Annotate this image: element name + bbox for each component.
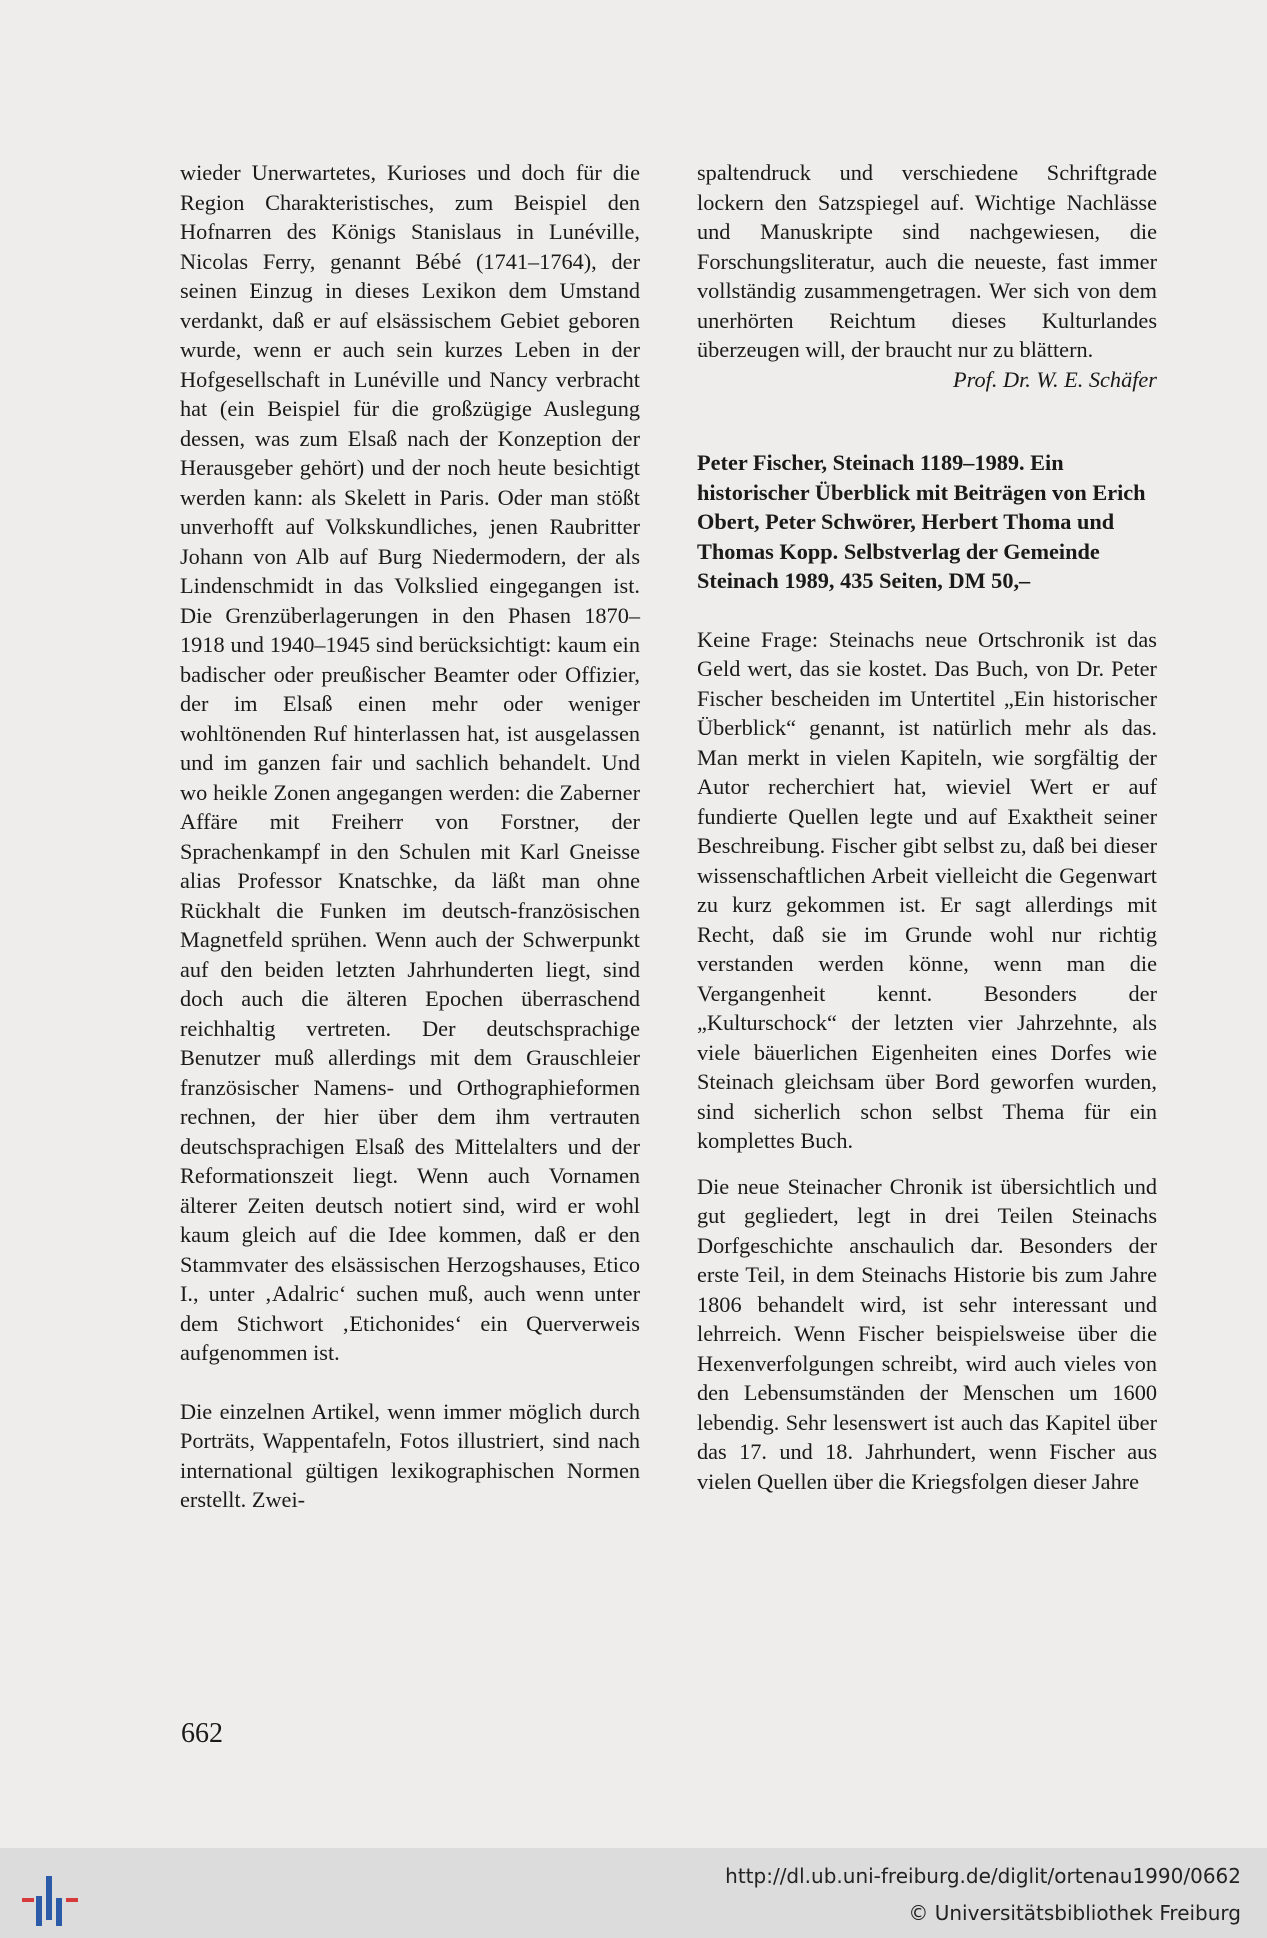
right-paragraph-1: spaltendruck und verschiedene Schriftgrade lockern den Satzspiegel auf. Wichtige Nachlässe und Manuskripte sind nachgewiesen, die Forschungsliteratur, auch die neueste, fast immer vollständig zusammengetragen. Wer sich von dem unerhörten Reichtum dieses Kulturlandes überzeugen will, der braucht nur zu blättern. <box>697 160 1157 362</box>
left-paragraph-2: Die einzelnen Artikel, wenn immer möglich durch Porträts, Wappentafeln, Fotos illustriert, sind nach international gültigen lexikographischen Normen erstellt. Zwei- <box>180 1398 640 1512</box>
left-column <box>180 158 640 1515</box>
ub-freiburg-logo-icon <box>16 1872 82 1928</box>
footer-bar <box>0 1848 1267 1938</box>
page-number: 662 <box>181 1718 223 1749</box>
copyright-notice: © Universitätsbibliothek Freiburg <box>908 1901 1241 1925</box>
right-paragraph-3: Die neue Steinacher Chronik ist übersichtlich und gut gegliedert, legt in drei Teilen Steinachs Dorfgeschichte anschaulich dar. Besonders der erste Teil, in dem Steinachs Historie bis zum Jahre 1806 behandelt wird, ist sehr interessant und lehrreich. Wenn Fischer beispielsweise über die Hexenverfolgungen schreibt, wird auch vieles von den Lebensumständen der Menschen um 1600 lebendig. Sehr lesenswert ist auch das Kapitel über das 17. und 18. Jahrhundert, wenn Fischer aus vielen Quellen über die Kriegsfolgen dieser Jahre <box>697 1173 1157 1494</box>
source-url-link[interactable]: http://dl.ub.uni-freiburg.de/diglit/ortenau1990/0662 <box>725 1864 1241 1888</box>
right-column <box>697 158 1157 1496</box>
right-paragraph-2: Keine Frage: Steinachs neue Ortschronik ist das Geld wert, das sie kostet. Das Buch, von Dr. Peter Fischer bescheiden im Untertitel „Ein historischer Überblick“ genannt, ist natürlich mehr als das. Man merkt in vielen Kapiteln, wie sorgfältig der Autor recherchiert hat, wieviel Wert er auf fundierte Quellen legte und auf Exaktheit seiner Beschreibung. Fischer gibt selbst zu, daß bei dieser wissenschaftlichen Arbeit vielleicht die Gegenwart zu kurz gekommen ist. Er sagt allerdings mit Recht, daß sie im Grunde wohl nur richtig verstanden werden könne, wenn man die Vergangenheit kennt. Besonders der „Kulturschock“ der letzten vier Jahrzehnte, als viele bäuerlichen Eigenheiten eines Dorfes wie Steinach gleichsam über Bord geworfen wurden, sind sicherlich schon selbst Thema für ein komplettes Buch. <box>697 626 1157 1153</box>
left-paragraph-1: wieder Unerwartetes, Kurioses und doch für die Region Charakteristisches, zum Beispiel den Hofnarren des Königs Stanislaus in Lunéville, Nicolas Ferry, genannt Bébé (1741–1764), der seinen Einzug in dieses Lexikon dem Umstand verdankt, daß er auf elsässischem Gebiet geboren wurde, wenn er auch sein kurzes Leben in der Hofgesellschaft in Lunéville und Nancy verbracht hat (ein Beispiel für die großzügige Auslegung dessen, was zum Elsaß nach der Konzeption der Herausgeber gehört) und der noch heute besichtigt werden kann: als Skelett in Paris. Oder man stößt unverhofft auf Volkskundliches, jenen Raubritter Johann von Alb auf Burg Niedermodern, der als Lindenschmidt in das Volkslied eingegangen ist. Die Grenzüberlagerungen in den Phasen 1870–1918 und 1940–1945 sind berücksichtigt: kaum ein badischer oder preußischer Beamter oder Offizier, der im Elsaß einen mehr oder weniger wohltönenden Ruf hinterlassen hat, ist ausgelassen und im ganzen fair und sachlich behandelt. Und wo heikle Zonen angegangen werden: die Zaberner Affäre mit Freiherr von Forstner, der Sprachenkampf in den Schulen mit Karl Gneisse alias Professor Knatschke, da läßt man ohne Rückhalt die Funken im deutsch-französischen Magnetfeld sprühen. Wenn auch der Schwerpunkt auf den beiden letzten Jahrhunderten liegt, sind doch auch die älteren Epochen überraschend reichhaltig vertreten. Der deutschsprachige Benutzer muß allerdings mit dem Grauschleier französischer Namens- und Orthographieformen rechnen, der hier über dem ihm vertrauten deutschsprachigen Elsaß des Mittelalters und der Reformationszeit liegt. Wenn auch Vornamen älterer Zeiten deutsch notiert sind, wird er wohl kaum gleich auf die Idee kommen, daß er den Stammvater des elsässischen Herzogshauses, Etico I., unter ‚Adalric‘ suchen muß, auch wenn unter dem Stichwort ‚Etichonides‘ ein Querverweis aufgenommen ist. <box>180 160 640 1365</box>
review-heading: Peter Fischer, Steinach 1189–1989. Ein historischer Überblick mit Beiträgen von Erich Obert, Peter Schwörer, Herbert Thoma und Thomas Kopp. Selbstverlag der Gemeinde Steinach 1989, 435 Seiten, DM 50,– <box>697 450 1146 593</box>
review-signature: Prof. Dr. W. E. Schäfer <box>953 366 1157 392</box>
